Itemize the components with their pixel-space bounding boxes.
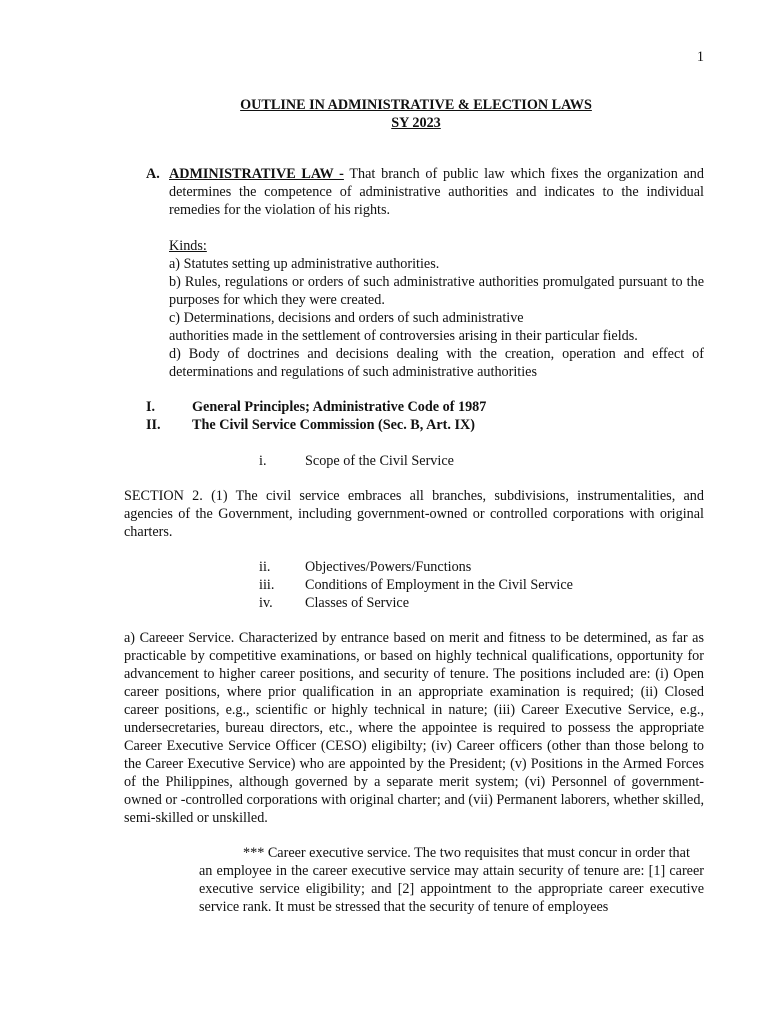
sub-item-text: Classes of Service [305,595,410,611]
section-2-paragraph: SECTION 2. (1) The civil service embraces all branches, subdivisions, instrumentalities, and agencies of the Government, including government-owned or controlled corporations with original charters. [124,488,704,540]
sub-item-numeral: iii. [259,577,275,593]
kinds-item: b) Rules, regulations or orders of such administrative authorities promulgated pursuant to the purposes for which they were created. [169,274,704,308]
sub-item-numeral: ii. [259,559,271,575]
roman-numeral: II. [146,417,161,433]
section-a [146,165,704,219]
note-first-line [199,844,704,862]
career-executive-note [199,844,704,916]
kinds-list [169,237,704,381]
sub-item-numeral: iv. [259,595,273,611]
note-line1-text: Career executive service. The two requisites that must concur in order that [264,845,690,861]
roman-item-text: The Civil Service Commission (Sec. B, Art. IX) [192,417,475,433]
sub-item-text: Scope of the Civil Service [305,453,454,469]
kinds-label: Kinds: [169,238,207,254]
section-a-heading: ADMINISTRATIVE LAW - [169,166,344,182]
section-a-text: That branch of public law which fixes the organization and determines the competence of administrative authorities and indicates to the individual remedies for the violation of his rights. [169,166,704,218]
section-a-body [169,165,704,219]
document-title: OUTLINE IN ADMINISTRATIVE & ELECTION LAWS [240,97,592,113]
sub-item-text: Objectives/Powers/Functions [305,559,472,575]
sub-item-numeral: i. [259,453,267,469]
note-rest-text: an employee in the career executive service may attain security of tenure are: [1] career executive service eligibility; and [2] appointment to the appropriate career executive service rank. It must be stressed that the security of tenure of employees [199,863,704,915]
career-service-paragraph: a) Careeer Service. Characterized by entrance based on merit and fitness to be determined, as far as practicable by competitive examinations, or based on highly technical qualifications, opportunity for advancement to higher career positions, and security of tenure. The positions included are: (i) Open career positions, where prior qualification in an appropriate examination is required; (ii) Closed career positions, e.g., scientific or highly technical in nature; (iii) Career Executive Service, e.g., undersecretaries, bureau directors, etc., where the appointee is required to possess the appropriate Career Executive Service Officer (CESO) eligibilty; (iv) Career officers (other than those belong to the Career Executive Service) who are appointed by the President; (v) Positions in the Armed Forces of the Philippines, although governed by a separate merit system; (vi) Personnel of government-owned or -controlled corporations with original charter; and (vii) Permanent laborers, whether skilled, semi-skilled or unskilled. [124,630,704,826]
roman-numeral: I. [146,399,156,415]
sub-item-text: Conditions of Employment in the Civil Service [305,577,573,593]
page-number: 1 [696,49,704,65]
note-marker: *** [243,845,265,861]
kinds-item: authorities made in the settlement of controversies arising in their particular fields. [169,328,638,344]
kinds-item: a) Statutes setting up administrative authorities. [169,256,440,272]
document-subtitle: SY 2023 [391,115,441,131]
kinds-item: d) Body of doctrines and decisions dealing with the creation, operation and effect of determinations and regulations of such administrative authorities [169,346,704,380]
section-a-letter: A. [146,166,160,182]
kinds-item: c) Determinations, decisions and orders of such administrative [169,310,524,326]
roman-item-text: General Principles; Administrative Code of 1987 [192,399,487,415]
